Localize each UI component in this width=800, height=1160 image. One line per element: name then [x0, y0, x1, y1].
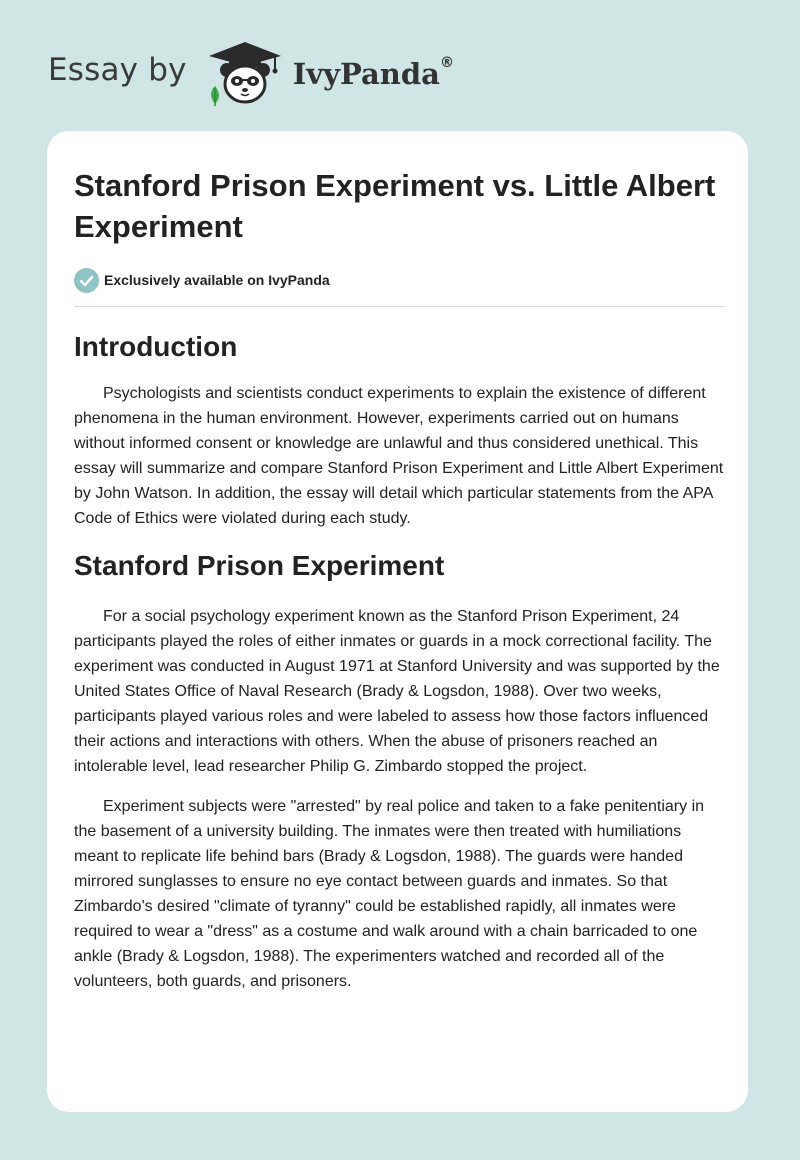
- panda-logo-icon[interactable]: [201, 36, 287, 108]
- section-heading-stanford-prison-experiment: Stanford Prison Experiment: [74, 550, 445, 581]
- brand-name[interactable]: [293, 57, 454, 91]
- section-heading-introduction: Introduction: [74, 331, 238, 362]
- title-divider: [74, 306, 724, 307]
- essay-by-label: Essay by: [48, 52, 187, 88]
- brand-text: IvyPanda: [292, 57, 440, 91]
- registered-mark: ®: [439, 55, 454, 71]
- paragraph: Experiment subjects were "arrested" by real police and taken to a fake penitentiary in the basement of a university building. The inmates were then treated with humiliations meant to replicate life behind bars (Brady & Logsdon, 1988). The guards were handed mirrored sunglasses to ensure no eye contact between guards and inmates. So that Zimbardo's desired "climate of tyranny" could be established rapidly, all inmates were required to wear a "dress" as a costume and walk around with a chain barricaded to one ankle (Brady & Logsdon, 1988). The experimenters watched and recorded all of the volunteers, both guards, and prisoners.: [74, 798, 705, 990]
- paragraph: Psychologists and scientists conduct experiments to explain the existence of different phenomena in the human environment. However, experiments carried out on humans without informed consent or knowledge are unlawful and thus considered unethical. This essay will summarize and compare Stanford Prison Experiment and Little Albert Experiment by John Watson. In addition, the essay will detail which particular statements from the APA Code of Ethics were violated during each study.: [74, 385, 724, 527]
- essay-content: [74, 165, 724, 994]
- paragraph: For a social psychology experiment known as the Stanford Prison Experiment, 24 participants played the roles of either inmates or guards in a mock correctional facility. The experiment was conducted in August 1971 at Stanford University and was supported by the United States Office of Naval Research (Brady & Logsdon, 1988). Over two weeks, participants played various roles and were labeled to assess how those factors influenced their actions and interactions with others. When the abuse of prisoners reached an intolerable level, lead researcher Philip G. Zimbardo stopped the project.: [74, 608, 720, 775]
- check-circle-icon: [74, 268, 99, 293]
- exclusive-badge-text: Exclusively available on IvyPanda: [104, 272, 330, 288]
- essay-card: [47, 131, 748, 1112]
- exclusive-badge: [74, 267, 724, 293]
- essay-title: Stanford Prison Experiment vs. Little Albert Experiment: [74, 168, 716, 244]
- site-header: [48, 36, 454, 108]
